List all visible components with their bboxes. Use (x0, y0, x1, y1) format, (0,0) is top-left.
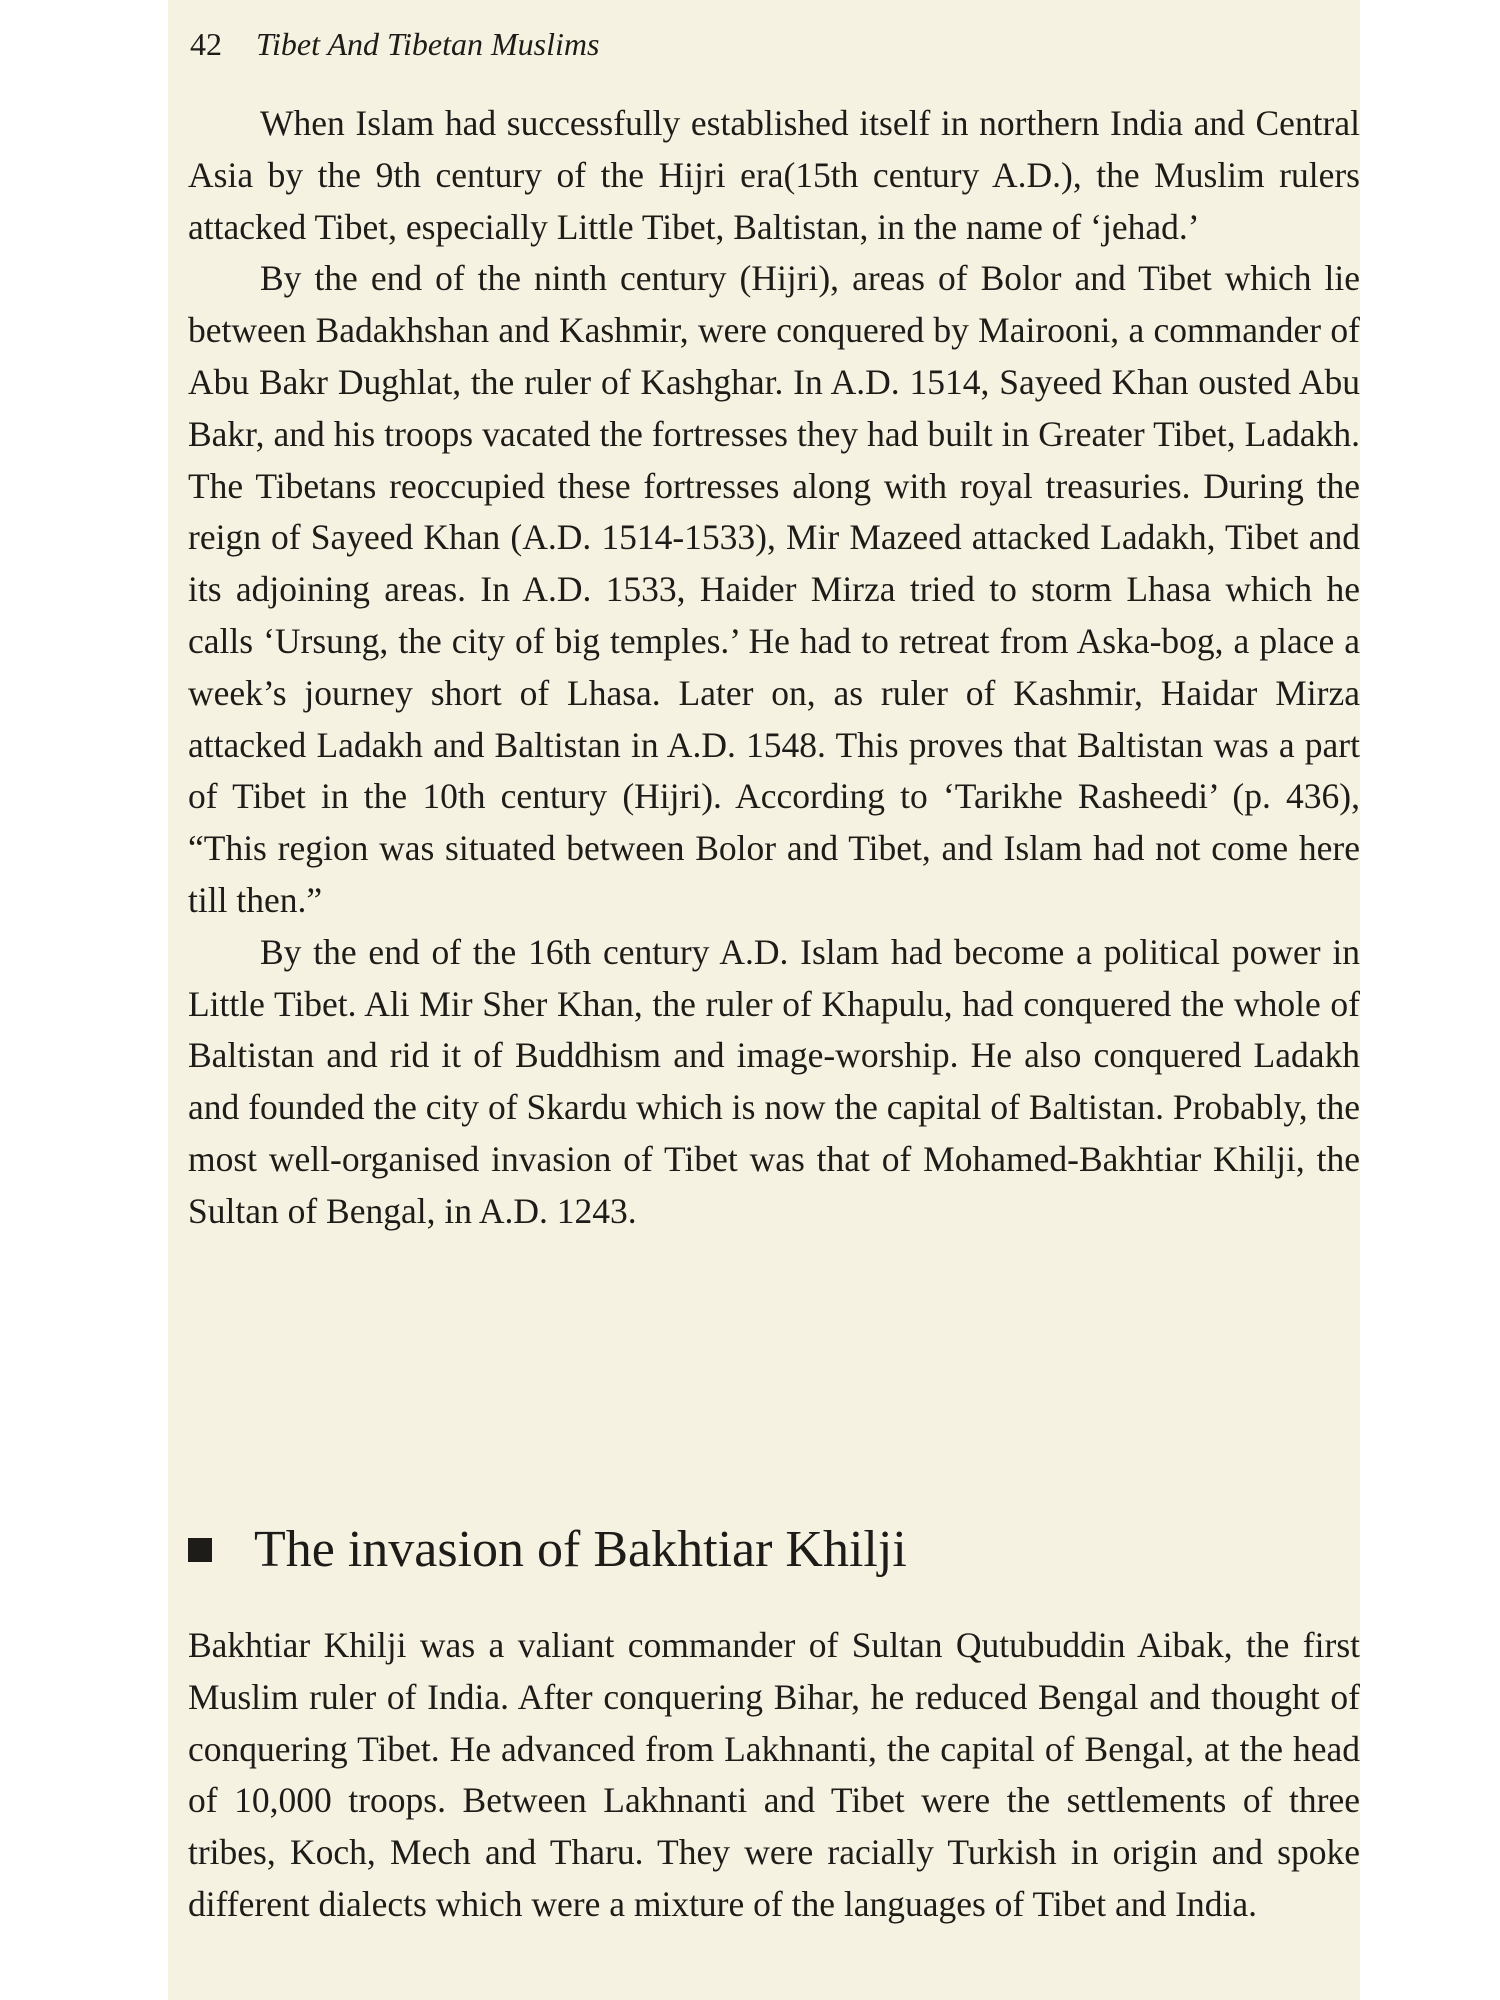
paragraph: By the end of the ninth century (Hijri), areas of Bolor and Tibet which lie between Badakhshan and Kashmir, were conquered by Mairooni, a commander of Abu Bakr Dughlat, the ruler of Kashghar. In A.D. 1514, Sayeed Khan ousted Abu Bakr, and his troops vacated the fortresses they had built in Greater Tibet, Ladakh. The Tibetans reoccupied these fortresses along with royal treasuries. During the reign of Sayeed Khan (A.D. 1514-1533), Mir Mazeed attacked Ladakh, Tibet and its adjoining areas. In A.D. 1533, Haider Mirza tried to storm Lhasa which he calls ‘Ursung, the city of big temples.’ He had to retreat from Aska-bog, a place a week’s journey short of Lhasa. Later on, as ruler of Kashmir, Haidar Mirza attacked Ladakh and Baltistan in A.D. 1548. This proves that Baltistan was a part of Tibet in the 10th century (Hijri). According to ‘Tarikhe Rasheedi’ (p. 436), “This region was situated between Bolor and Tibet, and Islam had not come here till then.” (188, 258, 1360, 920)
paragraph: By the end of the 16th century A.D. Islam had become a political power in Little Tibet. Ali Mir Sher Khan, the ruler of Khapulu, had conquered the whole of Baltistan and rid it of Buddhism and image-worship. He also conquered Ladakh and founded the city of Skardu which is now the capital of Baltistan. Probably, the most well-organised invasion of Tibet was that of Mohamed-Bakhtiar Khilji, the Sultan of Bengal, in A.D. 1243. (188, 931, 1360, 1231)
running-title: Tibet And Tibetan Muslims (256, 26, 600, 62)
section-heading-text: The invasion of Bakhtiar Khilji (254, 1521, 907, 1578)
square-bullet-icon (188, 1538, 212, 1562)
section-body (188, 1620, 1360, 1931)
book-page (168, 0, 1360, 2000)
paragraph: When Islam had successfully established itself in northern India and Central Asia by the 9th century of the Hijri era(15th century A.D.), the Muslim rulers attacked Tibet, especially Little Tibet, Baltistan, in the name of ‘jehad.’ (188, 103, 1360, 247)
body-text (188, 98, 1360, 1238)
paragraph: Bakhtiar Khilji was a valiant commander of Sultan Qutubuddin Aibak, the first Muslim ruler of India. After conquering Bihar, he reduced Bengal and thought of conquering Tibet. He advanced from Lakhnanti, the capital of Bengal, at the head of 10,000 troops. Between Lakhnanti and Tibet were the settlements of three tribes, Koch, Mech and Tharu. They were racially Turkish in origin and spoke different dialects which were a mixture of the languages of Tibet and India. (188, 1625, 1360, 1924)
page-number: 42 (190, 26, 222, 62)
running-header (190, 20, 599, 68)
section-heading (188, 1510, 907, 1590)
